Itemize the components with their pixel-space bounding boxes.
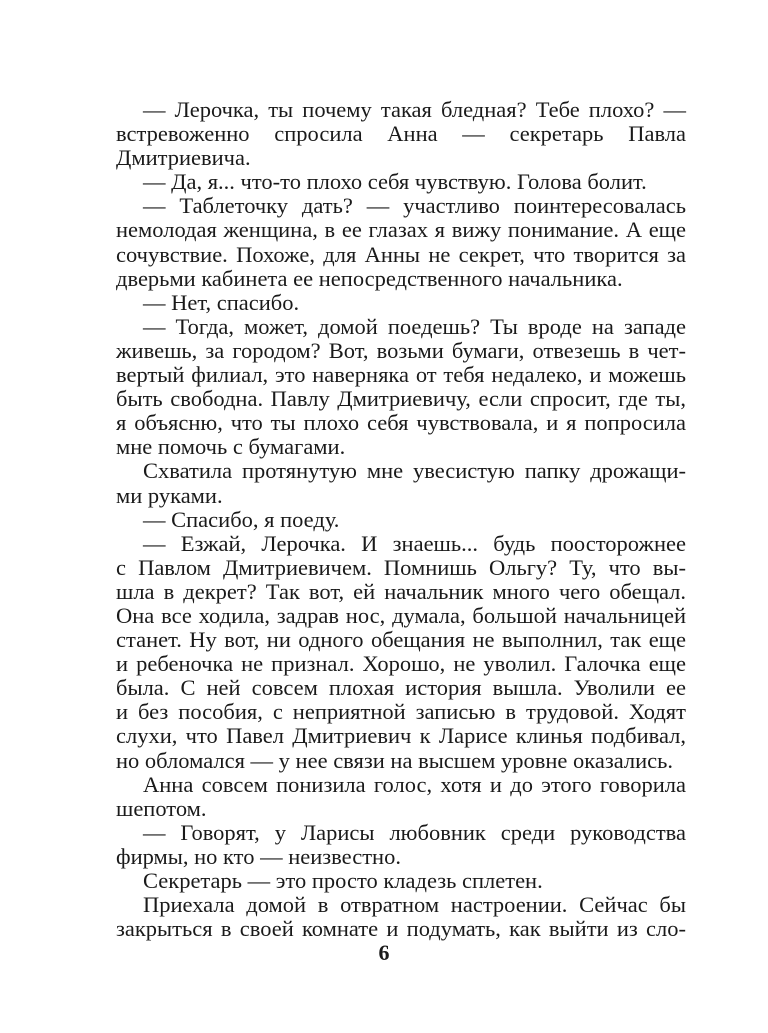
text-line: — Езжай, Лерочка. И знаешь... будь поосторожнее [143,530,686,556]
text-line: дверьми кабинета ее непосредственного начальника. [116,265,623,291]
text-line: слухи, что Павел Дмитриевич к Ларисе клинья подбивал, [116,723,686,749]
text-line: живешь, за городом? Вот, возьми бумаги, отвезешь в чет- [116,337,686,363]
text-line: с Павлом Дмитриевичем. Помнишь Ольгу? Ту, что вы- [116,554,686,580]
text-line: закрыться в своей комнате и подумать, как выйти из сло- [116,916,686,942]
text-line: Анна совсем понизила голос, хотя и до этого говорила [143,771,686,797]
text-line: и без пособия, с неприятной записью в трудовой. Ходят [116,699,686,725]
text-line: шепотом. [116,795,207,821]
paragraph [116,315,686,460]
text-line: и ребеночка не признал. Хорошо, не уволил. Галочка еще [116,651,686,677]
text-line: мне помочь с бумагами. [116,434,346,460]
text-line: Она все ходила, задрав нос, думала, большой начальницей [116,602,686,628]
text-line: встревоженно спросила Анна — секретарь Павла [116,121,686,147]
body-text [116,98,686,941]
paragraph [116,459,686,507]
paragraph [116,194,686,290]
paragraph [116,773,686,821]
text-line: — Говорят, у Ларисы любовник среди руководства [143,819,686,845]
paragraph [116,291,686,315]
text-line: фирмы, но кто — неизвестно. [116,843,401,869]
text-line: станет. Ну вот, ни одного обещания не выполнил, так еще [116,627,686,653]
paragraph [116,821,686,869]
text-line: была. С ней совсем плохая история вышла. Уволили ее [116,675,686,701]
paragraph [116,869,686,893]
text-line: Секретарь — это просто кладезь сплетен. [143,868,543,893]
paragraph [116,98,686,170]
text-line: шла в декрет? Так вот, ей начальник много чего обещал. [116,578,686,604]
text-line: — Тогда, может, домой поедешь? Ты вроде на западе [143,313,686,339]
text-line: вертый филиал, это наверняка от тебя недалеко, и можешь [116,362,686,388]
text-line: Дмитриевича. [116,145,251,171]
text-line: ми руками. [116,482,223,508]
paragraph [116,893,686,941]
paragraph [116,532,686,773]
text-line: я объясню, что ты плохо себя чувствовала, и я попросила [116,410,686,436]
text-line: — Лерочка, ты почему такая бледная? Тебе плохо? — [143,97,686,122]
paragraph [116,508,686,532]
page-number: 6 [378,940,390,965]
text-line: — Спасибо, я поеду. [143,506,340,532]
text-line: немолодая женщина, в ее глазах я вижу понимание. А еще [116,217,686,243]
paragraph [116,170,686,194]
text-line: но обломался — у нее связи на высшем уровне оказались. [116,747,674,773]
text-line: сочувствие. Похоже, для Анны не секрет, что творится за [116,241,686,267]
text-line: — Да, я... что-то плохо себя чувствую. Голова болит. [143,169,647,195]
text-line: быть свободна. Павлу Дмитриевичу, если спросит, где ты, [116,386,686,412]
text-line: Схватила протянутую мне увесистую папку дрожащи- [143,458,686,484]
text-line: — Таблеточку дать? — участливо поинтересовалась [143,193,686,219]
text-line: Приехала домой в отвратном настроении. Сейчас бы [143,892,686,918]
text-line: — Нет, спасибо. [143,289,300,315]
